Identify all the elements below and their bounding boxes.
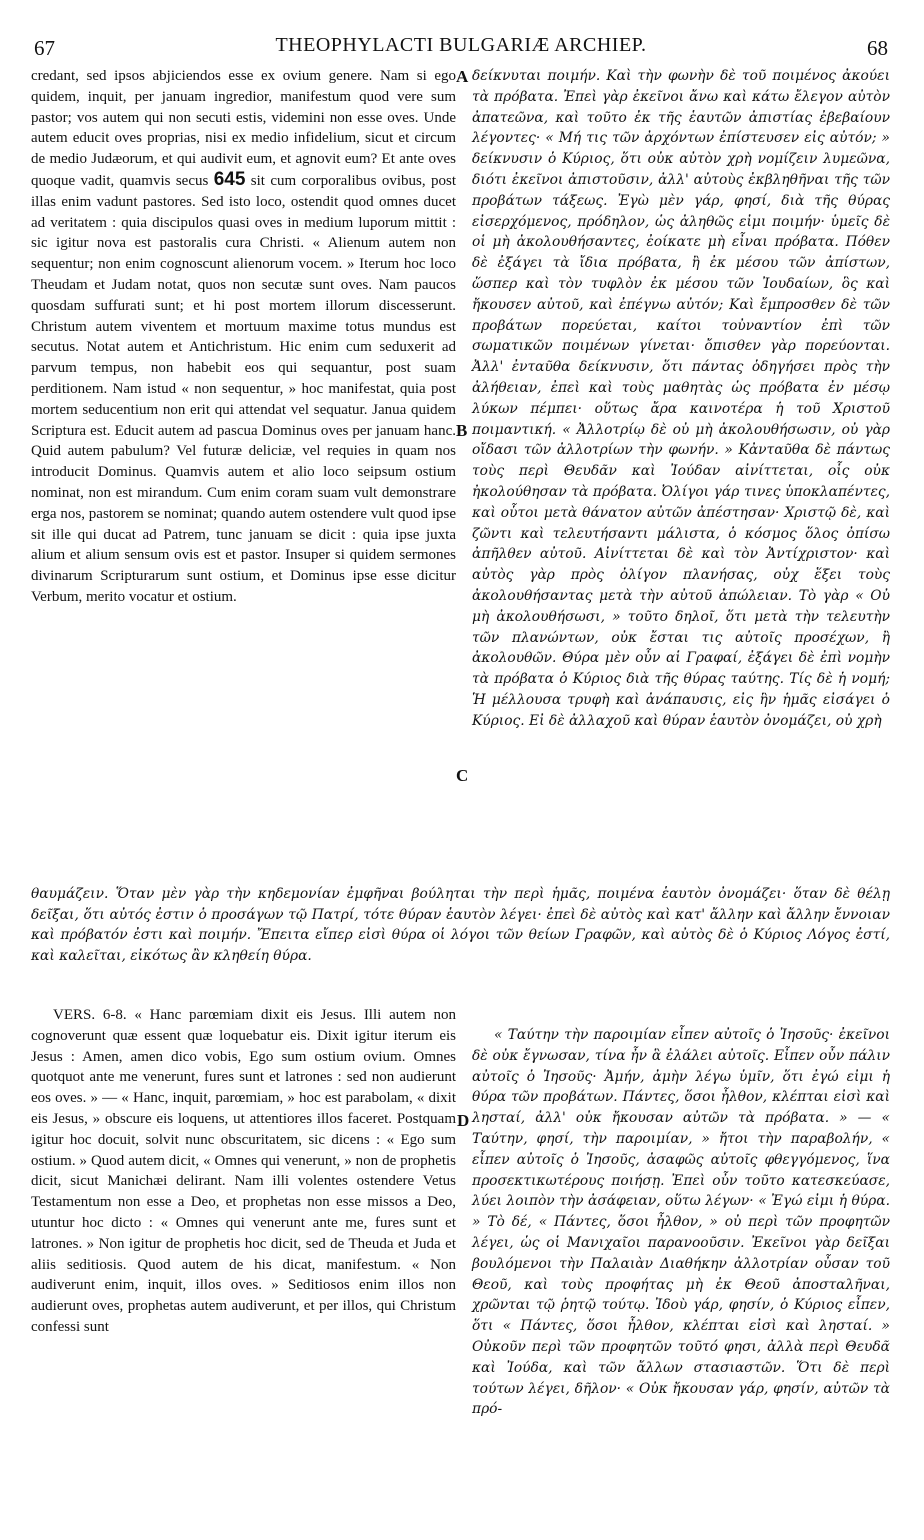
page-number-left: 67 — [34, 36, 55, 60]
margin-mark-a: A — [456, 67, 469, 86]
latin-verse-paragraph: VERS. 6-8. « Hanc parœmiam dixit eis Jesus. Illi autem non cognoverunt quæ essent quæ loquebatur eis. Dixit igitur iterum eis Jesus : Amen, amen dico vobis, Ego sum ostium ovium. Omnes quotquot ante me venerunt, fures sunt et latrones : sed non audierunt eos oves. » — « Hanc, inquit, parœmiam, » hoc est parabolam, « dixit eis Jesus, » obscure eis loquens, ut attentiores illos faceret. Postquam igitur hoc docuit, solvit nunc obscuritatem, sic dicens : « Ego sum ostium. » Quod autem dicit, « Omnes qui venerunt, » non de prophetis dicit, sicut Manichæi delirant. Nam illi volentes ostendere Vetus Testamentum non esse a Deo, et prophetas non esse missos a Deo, utuntur hoc dicto : « Omnes qui venerunt ante me, fures sunt et latrones. » Non igitur de prophetis hoc dicit, sed de Theuda et Juda et aliis seditiosis. Quod autem de his dicat, manifestum. « Non audiverunt enim, inquit, illos oves. » Seditiosos enim illos non audierunt oves, prophetas autem audiverunt, et per illos, qui Christum confessi sunt — [31, 1007, 456, 1335]
greek-full-width-block — [31, 884, 890, 966]
column-number-marker: 645 — [213, 168, 246, 190]
margin-mark-d: D — [457, 1111, 470, 1130]
greek-paragraph: δείκνυται ποιμήν. Καὶ τὴν φωνὴν δὲ τοῦ ποιμένος ἀκούει τὰ πρόβατα. Ἐπεὶ γὰρ ἐκεῖνοι ἄνω καὶ κάτω ἔλεγον αὐτὸν ἀπατεῶνα, καὶ τοῦτο ἐκ τῆς ἑαυτῶν ἀπιστίας ἐβεβαίουν λέγοντες· « Μή τις τῶν ἀρχόντων ἐπίστευσεν εἰς αὐτόν; » δείκνυσιν ὁ Κύριος, ὅτι οὐκ αὐτὸν χρὴ νομίζειν λυμεῶνα, διότι ἐκεῖνοι ἀπιστοῦσιν, ἀλλ' αὐτοὺς ἐκβληθῆναι τῆς τῶν προβάτων τάξεως. Ἐγὼ μὲν γάρ, φησί, διὰ τῆς θύρας εἰσερχόμενος, πρόδηλον, ὡς ἀληθῶς εἰμι ποιμήν· ὑμεῖς δὲ οἱ μὴ ἀκολουθήσαντες, ἐοίκατε μὴ εἶναι πρόβατα. Πόθεν δὲ ἐξάγει τὰ ἴδια πρόβατα, ἢ ἐκ μέσου τῶν ἀπίστων, ὥσπερ καὶ τὸν τυφλὸν ἐκ μέσου τῶν Ἰουδαίων, ὃς καὶ ἤκουσεν αὐτοῦ, καὶ ἐπέγνω αὐτόν; Καὶ ἔμπροσθεν δὲ τῶν προβάτων πορεύεται, καίτοι τοὐναντίον ἐπὶ τῶν σωματικῶν ποιμένων γίνεται· ὄπισθεν γὰρ πορεύονται. Ἀλλ' ἐνταῦθα δείκνυσιν, ὅτι πάντας ὁδηγήσει πρὸς τὴν ἀλήθειαν, ἐπεὶ καὶ τοὺς μαθητὰς ὡς πρόβατα ἐν μέσῳ λύκων πέμπει· οὕτως ἄρα καινοτέρα ἡ τοῦ Χριστοῦ ποιμαντική. « Ἀλλοτρίῳ δὲ οὐ μὴ ἀκολουθήσωσιν, οὐ γὰρ οἴδασι τῶν ἀλλοτρίων τὴν φωνήν. » Κἀνταῦθα δὲ πάντως τοὺς περὶ Θευδᾶν καὶ Ἰούδαν αἰνίττεται, οἷς οὐκ ἠκολούθησαν τὰ πρόβατα. Ὀλίγοι γάρ τινες ὑποκλαπέντες, καὶ οὗτοι μετὰ θάνατον αὐτῶν ἀπέστησαν· Χριστῷ δὲ, καὶ ζῶντι καὶ τελευτήσαντι μάλιστα, ὁ κόσμος ὅλος ὀπίσω ἀπῆλθεν αὐτοῦ. Αἰνίττεται δὲ καὶ τὸν Ἀντίχριστον· καὶ αὐτὸς γὰρ πρὸς ὀλίγον πλανήσας, οὐχ ἕξει τοὺς ἀκολουθήσαντας μετὰ τὴν αὐτοῦ ἀπώλειαν. Τὸ γὰρ « Οὐ μὴ ἀκολουθήσωσι, » τοῦτο δηλοῖ, ὅτι μετὰ τὴν τελευτὴν τῶν πλανώντων, οὐκ ἔσται τις αὐτοῖς προσέχων, ἢ ἀκολουθῶν. Θύρα μὲν οὖν αἱ Γραφαί, ἐξάγει δὲ ἐπὶ νομὴν τὰ πρόβατα ὁ Κύριος διὰ τῆς θύρας ταύτης. Τίς δὲ ἡ νομή; Ἡ μέλλουσα τρυφὴ καὶ ἀνάπαυσις, εἰς ἣν ἡμᾶς εἰσάγει ὁ Κύριος. Εἰ δὲ ἀλλαχοῦ καὶ θύραν ἑαυτὸν ὀνομάζει, οὐ χρὴ — [472, 68, 890, 729]
latin-column-top — [31, 66, 456, 608]
margin-mark-c: C — [456, 766, 469, 785]
latin-text-part-1: credant, sed ipsos abjiciendos esse ex ovium genere. Nam si ego quidem, inquit, per januam ingredior, manifestum quod vere sum pastor; vos autem qui non secuti estis, videmini non esse oves. Unde autem educit oves proprias, nisi ex medio infidelium, sicut et circum de medio Judæorum, et qui audivit eum, et agnovit eum? Et ante oves quoque vadit, quamvis secus — [31, 68, 456, 189]
margin-mark-b: B — [456, 421, 468, 440]
page-number-right: 68 — [867, 36, 888, 60]
greek-column-top — [472, 66, 890, 732]
greek-column-bottom — [472, 1025, 890, 1420]
latin-text-part-2: sit cum corporalibus ovibus, post illas enim vadunt pastores. Sed isto loco, ostendit quod omnes ducet ad veritatem : quia discipulos quasi oves in medium luporum mittit : sic igitur nova est pastoralis cura Christi. « Alienum autem non sequentur; non enim cognoscunt alienorum vocem. » Iterum hoc loco Theudam et Judam notat, quos non secutæ sunt oves. Nam paucos quosdam suffurati sunt; et hi post mortem illorum discesserunt. Christum autem viventem et mortuum maxime totus mundus est secutus. Notat autem et Antichristum. Hic enim cum seduxerit ad parvum tempus, non habebit eos qui sequantur, post suam perditionem. Nam istud « non sequentur, » hoc manifestat, quia post mortem seducentium non erit qui attendat vel sequatur. Janua quidem Scriptura est. Educit autem ad pascua Dominus oves per januam hanc. Quid autem pabulum? Vel futuræ deliciæ, vel requies in quam nos introducit Dominus. Quamvis autem et alio loco seipsum ostium nominat, non est mirandum. Cum enim coram suam vult demonstrare erga nos, pastorem se nominat; quando autem ostendere vult quod ipse sit ille qui ducat ad Patrem, tunc januam se dicit : quia ipse juxta alium et alium sensum ovis est et pastor. Insuper si quidem sermones divinarum Scripturarum sunt ostium, et Dominus ipse esse dicitur Verbum, merito vocatur et ostium. — [31, 172, 456, 605]
running-header — [30, 28, 892, 62]
running-title: THEOPHYLACTI BULGARIÆ ARCHIEP. — [275, 34, 647, 56]
greek-wide-paragraph: θαυμάζειν. Ὅταν μὲν γὰρ τὴν κηδεμονίαν ἐμφῆναι βούληται τὴν περὶ ἡμᾶς, ποιμένα ἑαυτὸν ὀνομάζει· ὅταν δὲ θέλῃ δεῖξαι, ὅτι αὐτός ἐστιν ὁ προσάγων τῷ Πατρί, τότε θύραν ἑαυτὸν λέγει· ἐπεὶ δὲ αὐτὸς καὶ κατ' ἄλλην καὶ ἄλλην ἔννοιαν καὶ πρόβατόν ἐστι καὶ ποιμήν. Ἔπειτα εἴπερ εἰσὶ θύρα οἱ λόγοι τῶν θείων Γραφῶν, καὶ αὐτὸς δὲ ὁ Κύριος Λόγος ἐστί, καὶ καλεῖται, εἰκότως ἂν κληθείη θύρα. — [31, 886, 890, 964]
latin-column-bottom — [31, 1005, 456, 1338]
greek-verse-paragraph: « Ταύτην τὴν παροιμίαν εἶπεν αὐτοῖς ὁ Ἰησοῦς· ἐκεῖνοι δὲ οὐκ ἔγνωσαν, τίνα ἦν ἃ ἐλάλει αὐτοῖς. Εἶπεν οὖν πάλιν αὐτοῖς ὁ Ἰησοῦς· Ἀμήν, ἀμὴν λέγω ὑμῖν, ὅτι ἐγώ εἰμι ἡ θύρα τῶν προβάτων. Πάντες, ὅσοι ἦλθον, κλέπται εἰσὶ καὶ λησταί, ἀλλ' οὐκ ἤκουσαν αὐτῶν τὰ πρόβατα. » — « Ταύτην, φησί, τὴν παροιμίαν, » ἤτοι τὴν παραβολήν, « εἶπεν αὐτοῖς ὁ Ἰησοῦς, ἀσαφῶς αὐτοῖς φθεγγόμενος, ἵνα προσεκτικωτέρους ποιήσῃ. Ἐπεὶ οὖν τοῦτο κατεσκεύασε, λύει λοιπὸν τὴν ἀσάφειαν, οὕτω λέγων· « Ἐγώ εἰμι ἡ θύρα. » Τὸ δέ, « Πάντες, ὅσοι ἦλθον, » οὐ περὶ τῶν προφητῶν λέγει, ὡς οἱ Μανιχαῖοι παρανοοῦσιν. Ἐκεῖνοι γὰρ δεῖξαι βουλόμενοι τὴν Παλαιὰν Διαθήκην ἀλλοτρίαν οὖσαν τοῦ Θεοῦ, καὶ τοὺς προφήτας μὴ ἐκ Θεοῦ ἀποσταλῆναι, χρῶνται τῷ ῥητῷ τούτῳ. Ἰδοὺ γάρ, φησίν, ὁ Κύριος εἶπεν, ὅτι « Πάντες, ὅσοι ἦλθον, κλέπται εἰσὶ καὶ λησταί. » Οὐκοῦν περὶ τῶν προφητῶν τοῦτό φησι, ἀλλὰ περὶ Θευδᾶ καὶ Ἰούδα, καὶ τῶν ἄλλων στασιαστῶν. Ὅτι δὲ περὶ τούτων λέγει, δῆλον· « Οὐκ ἤκουσαν γάρ, φησίν, αὐτῶν τὰ πρό- — [472, 1027, 890, 1418]
latin-paragraph — [31, 66, 456, 608]
